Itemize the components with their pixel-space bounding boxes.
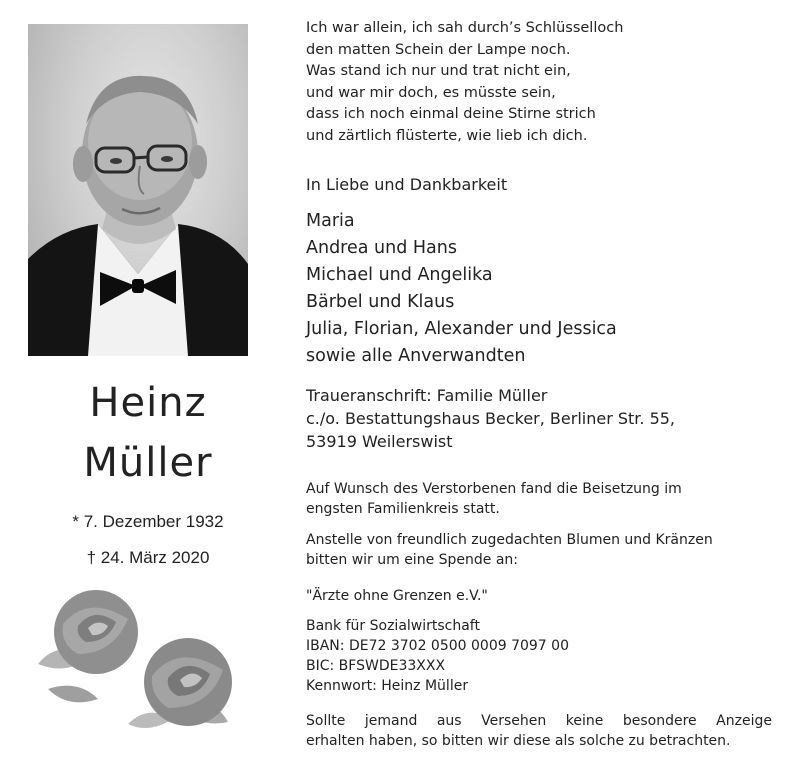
roses-image bbox=[28, 584, 260, 734]
donation-note bbox=[306, 530, 776, 570]
bank-keyword: Kennwort: Heinz Müller bbox=[306, 678, 469, 694]
closing-note bbox=[306, 711, 772, 751]
poem-line: und war mir doch, es müsste sein, bbox=[306, 84, 556, 101]
bank-iban: IBAN: DE72 3702 0500 0009 7097 00 bbox=[306, 638, 569, 654]
birth-date: * 7. Dezember 1932 bbox=[72, 512, 224, 531]
death-date: † 24. März 2020 bbox=[86, 548, 210, 567]
family-list bbox=[306, 208, 617, 370]
organization-name: "Ärzte ohne Grenzen e.V." bbox=[306, 588, 488, 604]
poem-line: den matten Schein der Lampe noch. bbox=[306, 41, 571, 58]
bank-bic: BIC: BFSWDE33XXX bbox=[306, 658, 446, 674]
funeral-note-line: Auf Wunsch des Verstorbenen fand die Beisetzung im bbox=[306, 481, 682, 497]
donation-note-line: bitten wir um eine Spende an: bbox=[306, 552, 519, 568]
address-line: c./o. Bestattungshaus Becker, Berliner Str. 55, bbox=[306, 409, 676, 428]
poem-line: dass ich noch einmal deine Stirne strich bbox=[306, 106, 596, 122]
last-name: Müller bbox=[83, 440, 213, 486]
intro-text: In Liebe und Dankbarkeit bbox=[306, 175, 508, 194]
donation-organization bbox=[306, 586, 776, 606]
mourning-address bbox=[306, 384, 675, 453]
first-name: Heinz bbox=[89, 380, 207, 426]
funeral-note bbox=[306, 479, 776, 519]
poem-line: Ich war allein, ich sah durch’s Schlüsselloch bbox=[306, 20, 624, 36]
family-member: Julia, Florian, Alexander und Jessica bbox=[306, 319, 617, 339]
address-line: 53919 Weilerswist bbox=[306, 432, 453, 451]
poem-line: und zärtlich flüsterte, wie lieb ich dich. bbox=[306, 127, 588, 144]
closing-line: Sollte jemand aus Versehen keine besondere Anzeige bbox=[306, 713, 772, 729]
family-member: Michael und Angelika bbox=[306, 265, 493, 285]
donation-note-line: Anstelle von freundlich zugedachten Blumen und Kränzen bbox=[306, 532, 713, 548]
family-member: Andrea und Hans bbox=[306, 238, 457, 258]
funeral-note-line: engsten Familienkreis statt. bbox=[306, 501, 500, 517]
poem-line: Was stand ich nur und trat nicht ein, bbox=[306, 63, 571, 79]
bank-details bbox=[306, 616, 776, 696]
address-line: Traueranschrift: Familie Müller bbox=[306, 386, 548, 405]
family-member: Maria bbox=[306, 211, 355, 231]
bank-name: Bank für Sozialwirtschaft bbox=[306, 618, 480, 634]
poem bbox=[306, 18, 776, 147]
family-member: Bärbel und Klaus bbox=[306, 292, 455, 312]
closing-line: erhalten haben, so bitten wir diese als solche zu betrachten. bbox=[306, 733, 731, 749]
family-member: sowie alle Anverwandten bbox=[306, 346, 526, 366]
portrait-photo bbox=[28, 24, 248, 356]
